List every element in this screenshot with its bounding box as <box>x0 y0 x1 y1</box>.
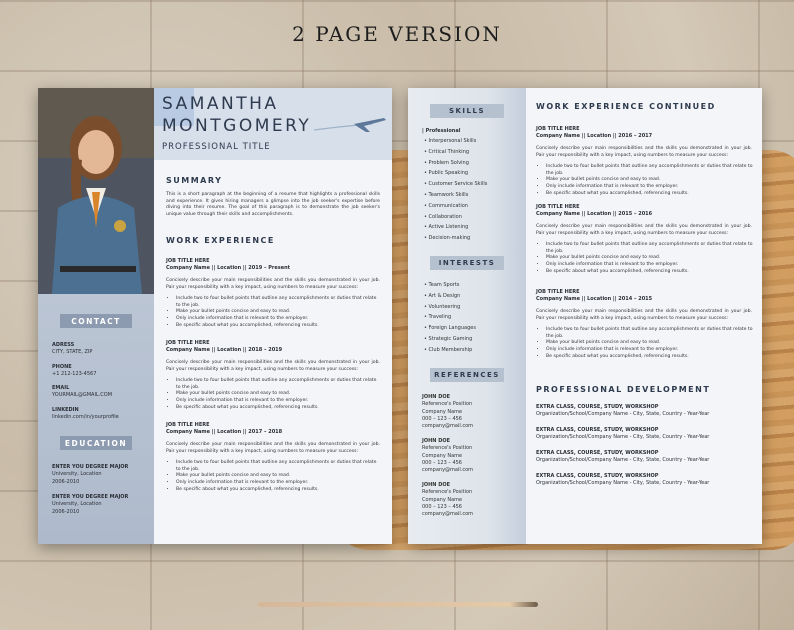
prof-dev-item <box>536 450 754 465</box>
prof-dev-item <box>536 473 754 488</box>
job-bullet: • Include two to four bullet points that outline any accomplishments or duties that relate to the job. <box>546 242 754 255</box>
job-bullet: • Be specific about what you accomplished, referencing results. <box>176 405 382 412</box>
job-description: Concisely describe your main responsibilities and the skills you demonstrated in your job. Pair your responsibility with a key impact, using numbers to measure your success: <box>166 278 380 290</box>
profile-photo <box>38 88 154 294</box>
reference-item <box>422 482 473 518</box>
prof-dev-title: EXTRA CLASS, COURSE, STUDY, WORKSHOP <box>536 473 659 479</box>
interests-heading: INTERESTS <box>430 256 504 270</box>
job-company: Company Name || Location || 2014 – 2015 <box>536 296 653 302</box>
reference-item <box>422 438 473 474</box>
reference-position: Reference's Position <box>422 401 473 408</box>
job-title: JOB TITLE HERE <box>536 204 580 210</box>
linkedin-value: linkedin.com/in/yourprofile <box>52 413 119 420</box>
reference-name: JOHN DOE <box>422 438 451 444</box>
job-bullets <box>538 242 754 275</box>
linkedin-label: LINKEDIN <box>52 406 79 413</box>
resume-page-2 <box>408 88 762 544</box>
job-company: Company Name || Location || 2016 – 2017 <box>536 133 653 139</box>
job-company: Company Name || Location || 2017 – 2018 <box>166 429 283 435</box>
airplane-icon <box>314 112 388 136</box>
skills-first: | Professional <box>422 128 461 134</box>
job-title: JOB TITLE HERE <box>166 422 210 428</box>
reference-phone: 000 – 123 – 456 <box>422 503 462 510</box>
phone-label: PHONE <box>52 363 72 370</box>
skills-heading: SKILLS <box>430 104 504 118</box>
job-bullet: • Only include information that is relevant to the employer. <box>176 398 382 405</box>
interest-item: • Traveling <box>424 312 476 323</box>
last-name: MONTGOMERY <box>162 116 312 136</box>
email-label: EMAIL <box>52 385 70 391</box>
job-bullet: • Include two to four bullet points that outline any accomplishments or duties that relate to the job. <box>546 327 754 340</box>
job-company: Company Name || Location || 2019 – Present <box>166 265 291 271</box>
interest-item: • Volunteering <box>424 302 476 313</box>
education-item <box>52 494 152 516</box>
headline: 2 PAGE VERSION <box>292 22 502 46</box>
job-title: JOB TITLE HERE <box>166 258 210 264</box>
reference-position: Reference's Position <box>422 445 473 452</box>
skill-item: • Decision-making <box>424 233 487 244</box>
prof-dev-detail: Organization/School/Company Name - City, State, Country - Year-Year <box>536 480 710 487</box>
skill-item: • Interpersonal Skills <box>424 136 487 147</box>
job-bullet: • Be specific about what you accomplished, referencing results. <box>546 269 754 276</box>
job-bullet: • Only include information that is relevant to the employer. <box>546 347 754 354</box>
job-description: Concisely describe your main responsibilities and the skills you demonstrated in your job. Pair your responsibility with a key impact, using numbers to measure your success: <box>536 309 752 321</box>
interest-item: • Foreign Languages <box>424 323 476 334</box>
school: University, Location <box>52 501 102 508</box>
education-heading: EDUCATION <box>60 436 132 450</box>
job-bullet: • Only include information that is relevant to the employer. <box>176 316 382 323</box>
job-bullet: • Include two to four bullet points that outline any accomplishments or duties that relate to the job. <box>176 296 382 309</box>
job-description: Concisely describe your main responsibilities and the skills you demonstrated in your job. Pair your responsibility with a key impact, using numbers to measure your success: <box>536 224 752 236</box>
job-title: JOB TITLE HERE <box>166 340 210 346</box>
job-company: Company Name || Location || 2018 – 2019 <box>166 347 283 353</box>
prof-dev-detail: Organization/School/Company Name - City, State, Country - Year-Year <box>536 411 710 418</box>
job-description: Concisely describe your main responsibilities and the skills you demonstrated in your job. Pair your responsibility with a key impact, using numbers to measure your success: <box>166 442 380 454</box>
reference-email: company@mail.com <box>422 467 474 473</box>
job-bullet: • Include two to four bullet points that outline any accomplishments or duties that relate to the job. <box>176 460 382 473</box>
address-label: ADRESS <box>52 342 75 348</box>
reference-name: JOHN DOE <box>422 482 451 488</box>
job-bullet: • Make your bullet points concise and easy to read. <box>546 340 754 347</box>
reference-phone: 000 – 123 – 456 <box>422 415 462 422</box>
skill-item: • Critical Thinking <box>424 147 487 158</box>
address-value: CITY, STATE, ZIP <box>52 349 93 356</box>
skill-item: • Public Speaking <box>424 168 487 179</box>
job-company: Company Name || Location || 2015 – 2016 <box>536 211 653 217</box>
job-bullet: • Be specific about what you accomplished, referencing results. <box>546 354 754 361</box>
job-bullet: • Include two to four bullet points that outline any accomplishments or duties that relate to the job. <box>176 378 382 391</box>
job-bullets <box>168 378 382 411</box>
professional-development-heading: PROFESSIONAL DEVELOPMENT <box>536 385 711 394</box>
job-bullet: • Be specific about what you accomplished, referencing results. <box>176 323 382 330</box>
job-bullet: • Make your bullet points concise and easy to read. <box>546 255 754 262</box>
degree: ENTER YOU DEGREE MAJOR <box>52 464 129 470</box>
skills-list <box>424 136 487 244</box>
reference-position: Reference's Position <box>422 489 473 496</box>
job-bullet: • Make your bullet points concise and easy to read. <box>546 177 754 184</box>
pencil-decoration <box>258 602 538 607</box>
references-heading: REFERENCES <box>430 368 504 382</box>
job-bullet: • Only include information that is relevant to the employer. <box>546 262 754 269</box>
job-title: JOB TITLE HERE <box>536 126 580 132</box>
education-item <box>52 464 152 486</box>
reference-company: Company Name <box>422 452 463 459</box>
summary-heading: SUMMARY <box>166 176 223 185</box>
skill-item: • Active Listening <box>424 222 487 233</box>
interest-item: • Strategic Gaming <box>424 334 476 345</box>
job-bullets <box>168 460 382 493</box>
prof-dev-item <box>536 404 754 419</box>
reference-name: JOHN DOE <box>422 394 451 400</box>
summary-text: This is a short paragraph at the beginning of a resume that highlights a professional skills and experience. It gives hiring managers a glimpse into the job seeker's expertise before diving into their resume. The goal of this paragraph is to demonstrate the job seeker's unique value through their skills and accomplishments. <box>166 192 380 217</box>
interest-item: • Team Sports <box>424 280 476 291</box>
job-bullet: • Make your bullet points concise and easy to read. <box>176 391 382 398</box>
prof-dev-item <box>536 427 754 442</box>
contact-details <box>52 342 150 421</box>
reference-item <box>422 394 473 430</box>
job-bullet: • Be specific about what you accomplished, referencing results. <box>176 487 382 494</box>
years: 2006-2010 <box>52 478 80 485</box>
job-title: JOB TITLE HERE <box>536 289 580 295</box>
job-bullet: • Only include information that is relevant to the employer. <box>546 184 754 191</box>
prof-dev-detail: Organization/School/Company Name - City, State, Country - Year-Year <box>536 434 710 441</box>
job-description: Concisely describe your main responsibilities and the skills you demonstrated in your job. Pair your responsibility with a key impact, using numbers to measure your success: <box>166 360 380 372</box>
degree: ENTER YOU DEGREE MAJOR <box>52 494 129 500</box>
job-bullet: • Make your bullet points concise and easy to read. <box>176 309 382 316</box>
job-description: Concisely describe your main responsibilities and the skills you demonstrated in your job. Pair your responsibility with a key impact, using numbers to measure your success: <box>536 146 752 158</box>
school: University, Location <box>52 471 102 478</box>
reference-company: Company Name <box>422 496 463 503</box>
job-bullets <box>538 327 754 360</box>
prof-dev-title: EXTRA CLASS, COURSE, STUDY, WORKSHOP <box>536 404 659 410</box>
job-bullet: • Be specific about what you accomplished, referencing results. <box>546 191 754 198</box>
reference-email: company@mail.com <box>422 511 474 517</box>
skill-item: • Teamwork Skills <box>424 190 487 201</box>
first-name: SAMANTHA <box>162 94 279 114</box>
reference-phone: 000 – 123 – 456 <box>422 459 462 466</box>
work-continued-heading: WORK EXPERIENCE CONTINUED <box>536 102 716 111</box>
reference-company: Company Name <box>422 408 463 415</box>
work-experience-heading: WORK EXPERIENCE <box>166 236 275 245</box>
email-value: YOURMAIL@GMAIL.COM <box>52 392 113 399</box>
skill-item: • Communication <box>424 201 487 212</box>
job-bullet: • Make your bullet points concise and easy to read. <box>176 473 382 480</box>
interests-list <box>424 280 476 356</box>
skill-item: • Collaboration <box>424 212 487 223</box>
contact-heading: CONTACT <box>60 314 132 328</box>
job-bullet: • Only include information that is relevant to the employer. <box>176 480 382 487</box>
reference-email: company@mail.com <box>422 423 474 429</box>
interest-item: • Club Membership <box>424 345 476 356</box>
skill-item: • Customer Service Skills <box>424 179 487 190</box>
resume-page-1 <box>38 88 392 544</box>
prof-dev-detail: Organization/School/Company Name - City, State, Country - Year-Year <box>536 457 710 464</box>
prof-dev-title: EXTRA CLASS, COURSE, STUDY, WORKSHOP <box>536 427 659 433</box>
interest-item: • Art & Design <box>424 291 476 302</box>
job-bullets <box>168 296 382 329</box>
prof-dev-title: EXTRA CLASS, COURSE, STUDY, WORKSHOP <box>536 450 659 456</box>
professional-title: PROFESSIONAL TITLE <box>162 142 271 152</box>
job-bullets <box>538 164 754 197</box>
phone-value: +1 212-123-4567 <box>52 370 97 377</box>
years: 2006-2010 <box>52 508 80 515</box>
job-bullet: • Include two to four bullet points that outline any accomplishments or duties that relate to the job. <box>546 164 754 177</box>
skill-item: • Problem Solving <box>424 158 487 169</box>
